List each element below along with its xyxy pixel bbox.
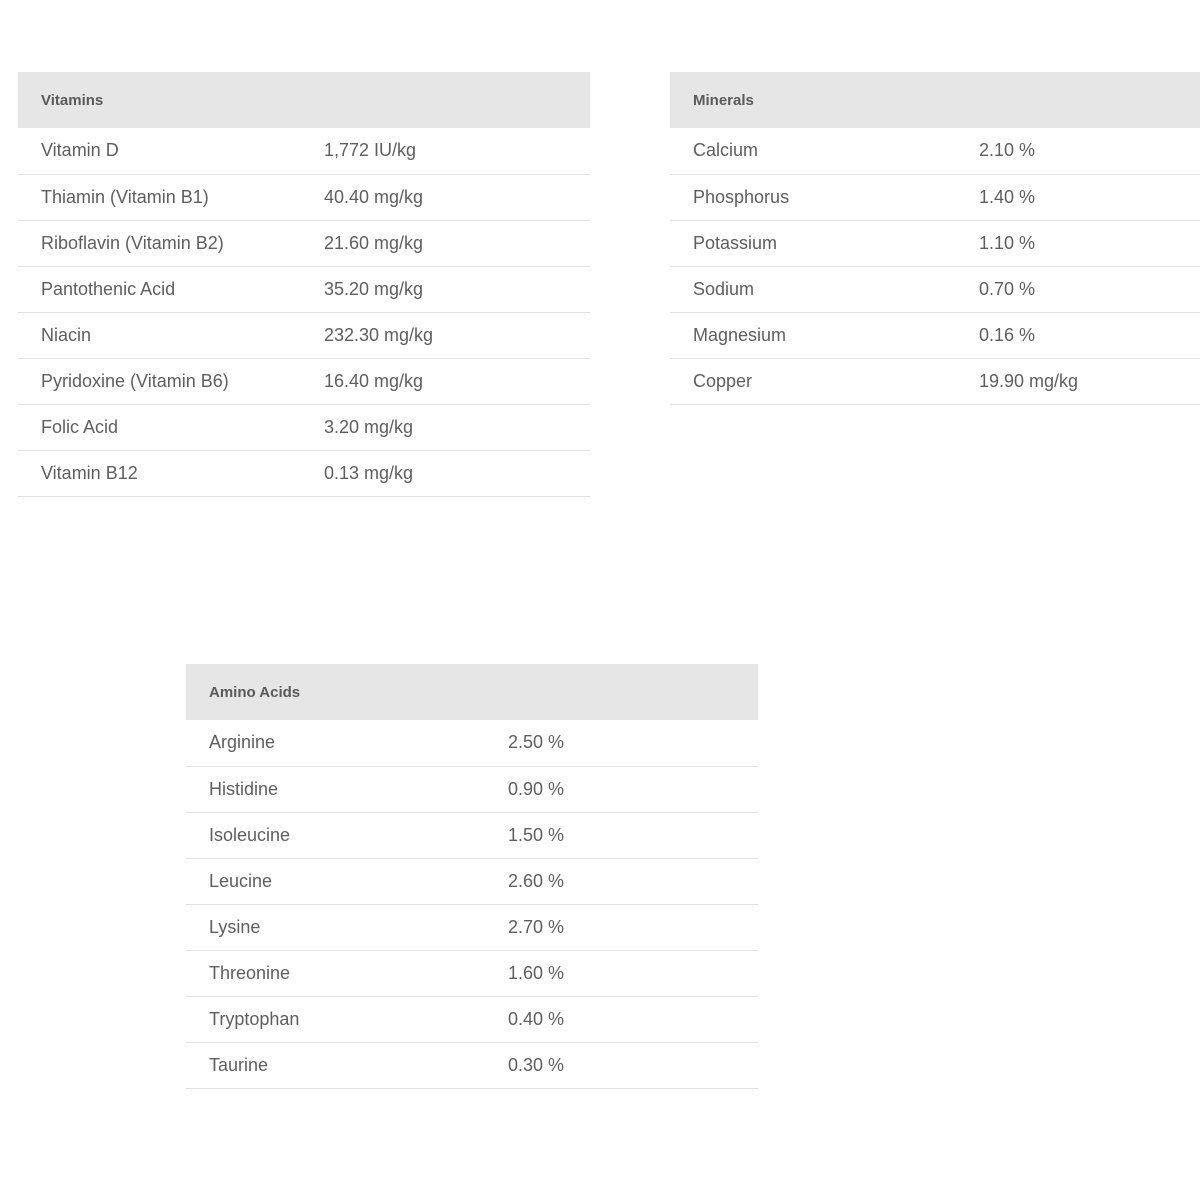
nutrient-value: 0.16 % bbox=[979, 312, 1200, 358]
nutrient-value: 1.60 % bbox=[508, 950, 758, 996]
table-title: Amino Acids bbox=[209, 683, 301, 701]
table-row bbox=[18, 266, 590, 312]
table-row bbox=[18, 174, 590, 220]
table-row bbox=[18, 450, 590, 496]
table-title: Vitamins bbox=[41, 91, 104, 109]
table-row bbox=[670, 312, 1200, 358]
table-row bbox=[186, 858, 758, 904]
nutrient-name: Niacin bbox=[18, 312, 324, 358]
nutrient-value: 21.60 mg/kg bbox=[324, 220, 590, 266]
table-row bbox=[18, 128, 590, 174]
table-row bbox=[18, 358, 590, 404]
nutrient-name: Riboflavin (Vitamin B2) bbox=[18, 220, 324, 266]
vitamins-table bbox=[18, 72, 590, 497]
table-header bbox=[186, 664, 758, 720]
nutrient-name: Vitamin B12 bbox=[18, 450, 324, 496]
nutrient-name: Tryptophan bbox=[186, 996, 508, 1042]
nutrient-name: Calcium bbox=[670, 128, 979, 174]
nutrient-name: Arginine bbox=[186, 720, 508, 766]
table-row bbox=[670, 174, 1200, 220]
table-row bbox=[186, 812, 758, 858]
nutrient-value: 0.30 % bbox=[508, 1042, 758, 1088]
nutrient-name: Potassium bbox=[670, 220, 979, 266]
table-row bbox=[18, 404, 590, 450]
table-row bbox=[186, 950, 758, 996]
nutrient-value: 3.20 mg/kg bbox=[324, 404, 590, 450]
nutrient-value: 2.50 % bbox=[508, 720, 758, 766]
nutrient-name: Copper bbox=[670, 358, 979, 404]
nutrient-value: 19.90 mg/kg bbox=[979, 358, 1200, 404]
table-row bbox=[186, 720, 758, 766]
nutrient-value: 0.70 % bbox=[979, 266, 1200, 312]
nutrient-value: 1,772 IU/kg bbox=[324, 128, 590, 174]
nutrient-name: Lysine bbox=[186, 904, 508, 950]
table-row bbox=[186, 996, 758, 1042]
nutrient-value: 2.60 % bbox=[508, 858, 758, 904]
nutrient-value: 0.90 % bbox=[508, 766, 758, 812]
nutrient-value: 1.10 % bbox=[979, 220, 1200, 266]
nutrient-name: Folic Acid bbox=[18, 404, 324, 450]
nutrient-value: 1.50 % bbox=[508, 812, 758, 858]
table-row bbox=[670, 358, 1200, 404]
nutrient-value: 0.13 mg/kg bbox=[324, 450, 590, 496]
table-header bbox=[18, 72, 590, 128]
nutrient-value: 2.70 % bbox=[508, 904, 758, 950]
nutrient-name: Threonine bbox=[186, 950, 508, 996]
minerals-table bbox=[670, 72, 1200, 405]
nutrient-name: Isoleucine bbox=[186, 812, 508, 858]
table-row bbox=[670, 266, 1200, 312]
nutrient-name: Phosphorus bbox=[670, 174, 979, 220]
nutrient-value: 35.20 mg/kg bbox=[324, 266, 590, 312]
nutrient-name: Thiamin (Vitamin B1) bbox=[18, 174, 324, 220]
table-row bbox=[18, 220, 590, 266]
table-row bbox=[186, 904, 758, 950]
nutrient-value: 40.40 mg/kg bbox=[324, 174, 590, 220]
nutrient-value: 16.40 mg/kg bbox=[324, 358, 590, 404]
nutrient-value: 2.10 % bbox=[979, 128, 1200, 174]
amino-acids-table bbox=[186, 664, 758, 1089]
nutrient-name: Sodium bbox=[670, 266, 979, 312]
nutrient-name: Taurine bbox=[186, 1042, 508, 1088]
table-row bbox=[670, 220, 1200, 266]
nutrient-name: Histidine bbox=[186, 766, 508, 812]
nutrient-value: 1.40 % bbox=[979, 174, 1200, 220]
nutrient-name: Vitamin D bbox=[18, 128, 324, 174]
table-row bbox=[186, 766, 758, 812]
nutrient-name: Leucine bbox=[186, 858, 508, 904]
nutrient-name: Magnesium bbox=[670, 312, 979, 358]
table-row bbox=[18, 312, 590, 358]
table-header bbox=[670, 72, 1200, 128]
nutrient-value: 0.40 % bbox=[508, 996, 758, 1042]
table-row bbox=[186, 1042, 758, 1088]
nutrient-value: 232.30 mg/kg bbox=[324, 312, 590, 358]
table-title: Minerals bbox=[693, 91, 754, 109]
nutrient-name: Pantothenic Acid bbox=[18, 266, 324, 312]
nutrient-name: Pyridoxine (Vitamin B6) bbox=[18, 358, 324, 404]
table-row bbox=[670, 128, 1200, 174]
